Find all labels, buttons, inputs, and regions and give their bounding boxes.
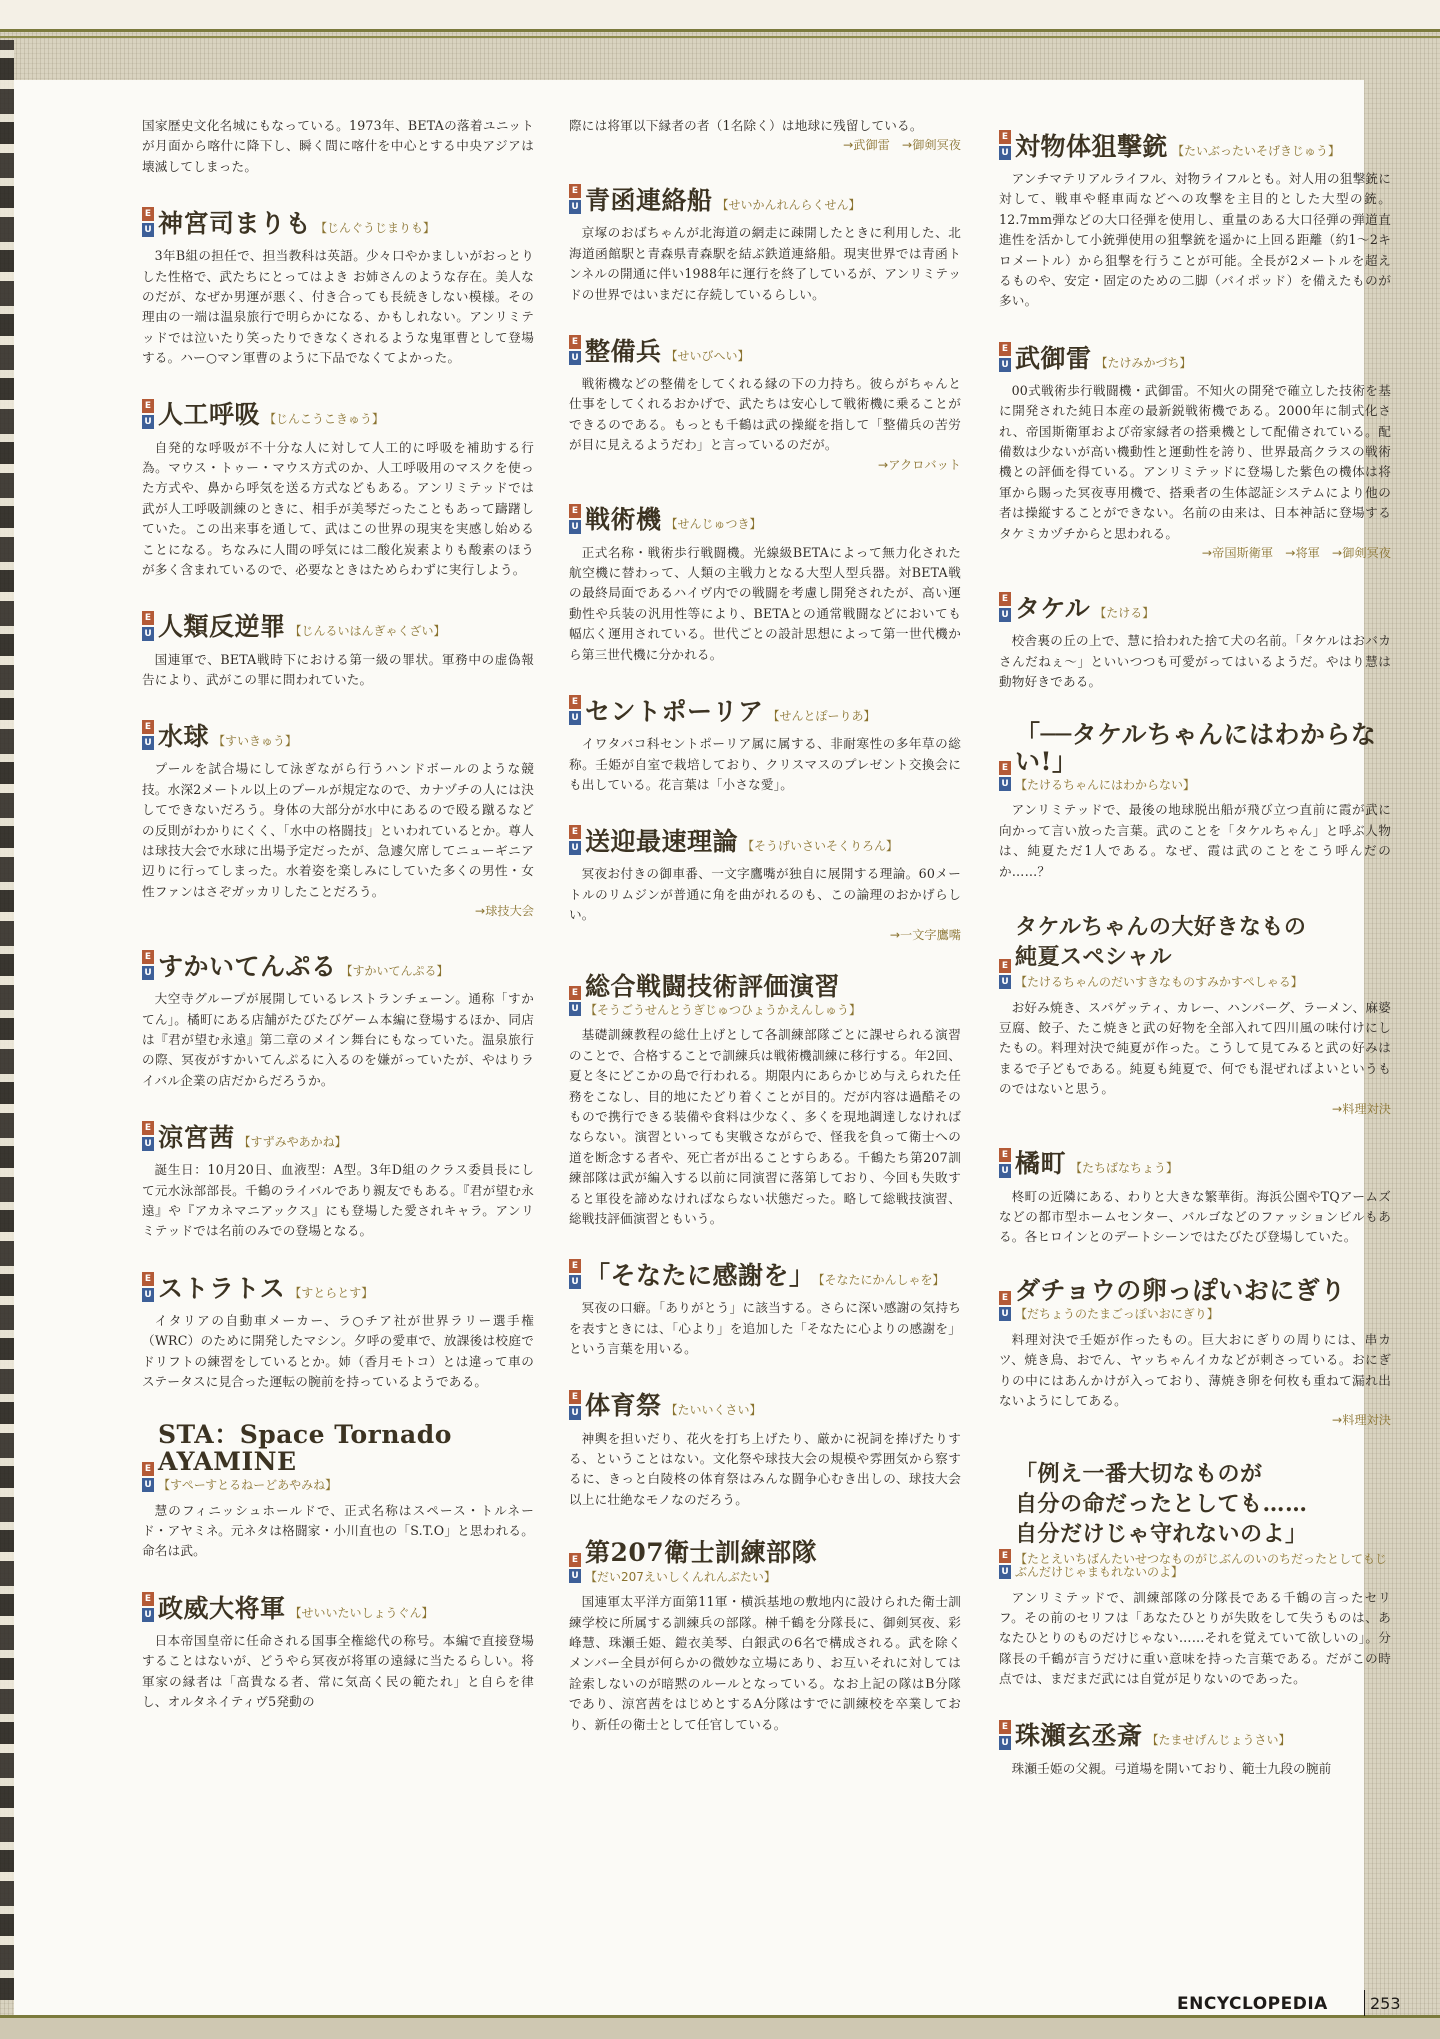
extra-marker-icon: E	[142, 611, 154, 625]
extra-marker-icon: E	[142, 720, 154, 734]
eu-marker-icon	[142, 1592, 154, 1622]
entry-reading: 【すいきゅう】	[213, 734, 298, 749]
entry-heading	[999, 1148, 1391, 1178]
encyclopedia-entry	[142, 1121, 534, 1242]
entry-reading: 【たちばなちょう】	[1070, 1161, 1179, 1176]
eu-marker-icon	[999, 130, 1011, 160]
entry-title: 水球	[158, 722, 210, 752]
entry-heading-text	[158, 724, 297, 750]
entry-heading-text	[585, 1263, 945, 1289]
entry-cross-reference: →武御雷 →御剣冥夜	[843, 138, 961, 153]
eu-marker-icon	[999, 1291, 1011, 1321]
entry-reading: 【すずみやあかね】	[238, 1134, 347, 1149]
entry-reading: 【せいいたいしょうぐん】	[289, 1605, 434, 1620]
entry-title: 整備兵	[585, 336, 662, 366]
entry-title: 神宮司まりも	[158, 208, 312, 238]
entry-cross-reference: →一文字鷹嘴	[889, 927, 961, 942]
entry-title: タケル	[1015, 593, 1091, 623]
extra-marker-icon: E	[569, 1259, 581, 1273]
entry-body: 誕生日：10月20日、血液型：A型。3年D組のクラス委員長にして元水泳部部長。千鶴のライバルであり親友でもある。『君が望む永遠』や『アカネマニアックス』にも登場した愛されキャラ。アンリミテッドでは名前のみでの登場となる。	[142, 1162, 534, 1239]
entry-title: 「そなたに感謝を」	[585, 1261, 815, 1291]
unlimited-marker-icon: U	[999, 1736, 1011, 1750]
encyclopedia-entry	[142, 399, 534, 581]
encyclopedia-entry	[999, 1720, 1391, 1779]
eu-marker-icon	[999, 1549, 1011, 1579]
entry-body: 正式名称・戦術歩行戦闘機。光線級BETAによって無力化された航空機に替わって、人類の主戦力となる大型人型兵器。対BETA戦の最終局面であるハイヴ内での戦闘を考慮し開発されたが、高い運動性や兵装の汎用性等により、BETAとの通常戦闘などにおいても幅広く運用されている。世代ごとの設計思想によって第一世代機から第三世代機に分かれる。	[569, 544, 961, 662]
entry-title: タケルちゃんの大好きなもの 純夏スペシャル	[1015, 914, 1307, 971]
entry-reading: 【せんじゅつき】	[665, 517, 762, 532]
entry-reading: 【せいびへい】	[665, 348, 750, 363]
entry-continuation	[569, 116, 961, 154]
entry-heading-text	[158, 1273, 374, 1303]
entry-title: 橘町	[1015, 1149, 1067, 1179]
entry-reading: 【すかいてんぷる】	[340, 963, 449, 978]
eu-marker-icon	[999, 342, 1011, 372]
unlimited-marker-icon: U	[999, 975, 1011, 989]
entry-heading	[142, 950, 534, 980]
entry-cross-reference: →帝国斯衛軍 →将軍 →御剣冥夜	[1201, 546, 1391, 561]
unlimited-marker-icon: U	[999, 1565, 1011, 1579]
unlimited-marker-icon: U	[999, 358, 1011, 372]
encyclopedia-entry	[999, 912, 1391, 1118]
encyclopedia-entry	[569, 825, 961, 943]
unlimited-marker-icon: U	[999, 777, 1011, 791]
entry-body: プールを試合場にして泳ぎながら行うハンドボールのような競技。水深2メートル以上のプールが規定なので、カナヅチの人には決してできないだろう。身体の大部分が水中にあるので殴る蹴るなどの反則がわかりにくく、「水中の格闘技」といわれているとか。尊人は球技大会で水球に出場予定だったが、急遽欠席してニューギニア辺りに行ってしまった。水着姿を楽しみにしていた多くの男性・女性ファンはさぞガッカリしたことだろう。	[142, 761, 534, 899]
footer-divider	[1364, 1990, 1365, 2016]
extra-marker-icon: E	[999, 130, 1011, 144]
encyclopedia-entry	[999, 1275, 1391, 1429]
entry-heading-text	[1015, 1151, 1178, 1177]
entry-reading: 【たけるちゃんにはわからない】	[1015, 777, 1196, 792]
entry-body: アンリミテッドで、訓練部隊の分隊長である千鶴の言ったセリフ。その前のセリフは「あなたひとりが失敗をして失うものは、あなたひとりのものだけじゃない……それを覚えていて欲しいの」。分隊長の千鶴が言うだけに重い意味を持った言葉である。だがこの時点では、まだまだ武には自覚が足りないのであった。	[999, 1589, 1391, 1687]
entry-heading	[142, 399, 534, 429]
entry-reading: 【せいかんれんらくせん】	[716, 198, 861, 213]
entry-title: すかいてんぷる	[158, 951, 337, 981]
unlimited-marker-icon: U	[569, 1275, 581, 1289]
entry-heading-text	[585, 1540, 817, 1583]
unlimited-marker-icon: U	[569, 1569, 581, 1583]
entry-title: 武御雷	[1015, 343, 1092, 373]
eu-marker-icon	[569, 184, 581, 214]
unlimited-marker-icon: U	[142, 1137, 154, 1151]
column-3	[999, 130, 1391, 1779]
entry-body: 大空寺グループが展開しているレストランチェーン。通称「すかてん」。橘町にある店舗がたびたびゲーム本編に登場するほか、同店は『君が望む永遠』第二章のメイン舞台にもなっていた。温泉旅行の際、冥夜がすかいてんぷるに入るのを嫌がっていたが、やはりライバル企業の店だからだろうか。	[142, 991, 534, 1088]
extra-marker-icon: E	[142, 1592, 154, 1606]
encyclopedia-entry	[142, 611, 534, 691]
extra-marker-icon: E	[569, 184, 581, 198]
entry-cross-reference: →料理対決	[1332, 1413, 1391, 1428]
entry-body: 00式戦術歩行戦闘機・武御雷。不知火の開発で確立した技術を基に開発された純日本産の最新鋭戦術機である。2000年に制式化され、帝国斯衛軍および帝家縁者の搭乗機として配備されている。配備数は少ないが高い機動性と運動性を誇り、世界最高クラスの戦術機との評価を得ている。アンリミテッドに登場した紫色の機体は将軍から賜った冥夜専用機で、搭乗者の生体認証システムにより他の者は操縦することができない。名前の由来は、日本神話に登場するタケミカヅチからと思われる。	[999, 382, 1391, 541]
encyclopedia-entry	[999, 1148, 1391, 1248]
entry-heading-text	[585, 507, 762, 533]
encyclopedia-entry	[142, 720, 534, 920]
unlimited-marker-icon: U	[999, 1164, 1011, 1178]
encyclopedia-entry	[999, 722, 1391, 882]
entry-heading-text	[1015, 593, 1155, 623]
entry-heading-text	[158, 1422, 534, 1491]
entry-title: STA：Space Tornado AYAMINE	[158, 1420, 452, 1476]
encyclopedia-entry	[999, 592, 1391, 692]
entry-heading	[999, 342, 1391, 372]
extra-marker-icon: E	[569, 986, 581, 1000]
extra-marker-icon: E	[569, 335, 581, 349]
extra-marker-icon: E	[999, 1720, 1011, 1734]
entry-heading	[142, 1422, 534, 1491]
unlimited-marker-icon: U	[999, 1307, 1011, 1321]
entry-heading	[142, 1121, 534, 1151]
entry-cross-reference: →料理対決	[1332, 1101, 1391, 1116]
eu-marker-icon	[999, 1148, 1011, 1178]
entry-heading-text	[1015, 131, 1341, 161]
eu-marker-icon	[999, 1720, 1011, 1750]
extra-marker-icon: E	[999, 342, 1011, 356]
entry-body: アンチマテリアルライフル、対物ライフルとも。対人用の狙撃銃に対して、戦車や軽車両などへの攻撃を主目的とした大型の銃。12.7mm弾などの大口径弾を使用し、重量のある大口径弾の弾道直進性を活かして小銃弾使用の狙撃銃を遥かに上回る距離（約1～2キロメートル）から狙撃を行うことが可能。全長が2メートルを超えるものや、安定・固定のための二脚（バイポッド）を備えたものが多い。	[999, 171, 1391, 309]
entry-heading	[999, 592, 1391, 622]
entry-body: 柊町の近隣にある、わりと大きな繁華街。海浜公園やTQアームズなどの都市型ホームセンター、バルゴなどのファッションビルもある。各ヒロインとのデートシーンではたびたび登場していた。	[999, 1188, 1391, 1245]
binding-spine	[0, 40, 14, 2000]
encyclopedia-entry	[142, 950, 534, 1091]
entry-body: お好み焼き、スパゲッティ、カレー、ハンバーグ、ラーメン、麻婆豆腐、餃子、たこ焼きと武の好物を全部入れて四川風の味付けにしたもの。料理対決で純夏が作った。こうして見てみると武の好みはまるで子どもである。純夏も純夏で、何でも混ぜればよいというものではないと思う。	[999, 999, 1391, 1097]
entry-body: 基礎訓練教程の総仕上げとして各訓練部隊ごとに課せられる演習のことで、合格することで訓練兵は戦術機訓練に移行する。年2回、夏と冬にどこかの島で行われる。期限内にあらかじめ与えられた任務をこなし、目的地にたどり着くことが目的。だが内容は過酷そのもので携行できる装備や食料は少なく、多くを現地調達しなければならない。演習といっても実戦さながらで、怪我を負って衛士への道を断念する者や、死亡者が出ることすらある。千鶴たち第207訓練部隊は武が編入する以前に同演習に落第しており、今回も失敗すると軍役を諦めなければならない状態だった。略して総戦技演習、総戦技評価演習ともいう。	[569, 1027, 961, 1227]
extra-marker-icon: E	[142, 950, 154, 964]
entry-title: セントポーリア	[585, 696, 764, 726]
eu-marker-icon	[142, 950, 154, 980]
entry-heading-text	[1015, 1723, 1291, 1749]
eu-marker-icon	[569, 335, 581, 365]
entry-title: 「──タケルちゃんにはわからない!」	[1015, 720, 1377, 776]
entry-heading-text	[585, 336, 750, 366]
unlimited-marker-icon: U	[569, 1406, 581, 1420]
entry-title: 総合戦闘技術評価演習	[585, 971, 841, 1001]
unlimited-marker-icon: U	[569, 711, 581, 725]
entry-title: 珠瀬玄丞斎	[1015, 1721, 1143, 1751]
encyclopedia-entry	[142, 207, 534, 368]
encyclopedia-entry	[142, 1422, 534, 1561]
entry-heading	[569, 1259, 961, 1289]
encyclopedia-entry	[999, 342, 1391, 562]
entry-heading-text	[158, 1593, 434, 1623]
eu-marker-icon	[999, 959, 1011, 989]
entry-heading	[569, 971, 961, 1017]
encyclopedia-entry	[142, 1272, 534, 1393]
unlimited-marker-icon: U	[142, 415, 154, 429]
entry-body: 際には将軍以下縁者の者（1名除く）は地球に残留している。	[569, 118, 923, 133]
unlimited-marker-icon: U	[569, 841, 581, 855]
column-2	[569, 116, 961, 1735]
entry-heading	[142, 1272, 534, 1302]
eu-marker-icon	[142, 720, 154, 750]
extra-marker-icon: E	[999, 959, 1011, 973]
unlimited-marker-icon: U	[999, 608, 1011, 622]
entry-cross-reference: →球技大会	[475, 904, 534, 919]
entry-heading	[142, 207, 534, 237]
extra-marker-icon: E	[569, 1390, 581, 1404]
entry-heading-text	[158, 614, 446, 640]
entry-heading-text	[158, 1122, 347, 1152]
entry-body: イタリアの自動車メーカー、ラ○チア社が世界ラリー選手権（WRC）のために開発したマシン。夕呼の愛車で、放課後は校庭でドリフトの練習をしているとか。姉（香月モトコ）とは違って車のステータスに見合った運転の腕前を持っているようである。	[142, 1312, 534, 1390]
entry-reading: 【そなたにかんしゃを】	[818, 1273, 945, 1288]
entry-cross-reference: →アクロバット	[878, 457, 961, 472]
encyclopedia-entry	[569, 1390, 961, 1511]
entry-heading	[142, 1592, 534, 1622]
entry-heading-text	[158, 402, 384, 428]
eu-marker-icon	[142, 1462, 154, 1492]
eu-marker-icon	[142, 1121, 154, 1151]
eu-marker-icon	[569, 986, 581, 1016]
entry-heading	[999, 912, 1391, 989]
unlimited-marker-icon: U	[569, 1002, 581, 1016]
extra-marker-icon: E	[142, 1462, 154, 1476]
eu-marker-icon	[999, 761, 1011, 791]
entry-continuation	[142, 116, 534, 177]
unlimited-marker-icon: U	[142, 1478, 154, 1492]
entry-reading: 【じんこうこきゅう】	[264, 412, 385, 427]
entry-heading	[569, 825, 961, 855]
entry-reading: 【だい207えいしくんれんぶたい】	[585, 1569, 776, 1584]
entry-title: 第207衛士訓練部隊	[585, 1538, 818, 1568]
entry-body: イワタバコ科セントポーリア属に属する、非耐寒性の多年草の総称。壬姫が自室で栽培しており、クリスマスのプレゼント交換会にも出している。花言葉は「小さな愛」。	[569, 736, 961, 792]
eu-marker-icon	[142, 399, 154, 429]
entry-heading-text	[585, 1393, 762, 1419]
entry-heading-text	[585, 971, 862, 1017]
entry-body: 3年B組の担任で、担当教科は英語。少々口やかましいがおっとりした性格で、武たちにとってはよき お姉さんのような存在。美人なのだが、なぜか男運が悪く、付き合っても長続きしない模様。その理由の一端は温泉旅行で明らかになる、かもしれない。アンリミテッドでは泣いたり笑ったりできなくされるような鬼軍曹として登場する。ハー○マン軍曹のように下品でなくてよかった。	[142, 248, 534, 366]
extra-marker-icon: E	[569, 504, 581, 518]
entry-heading	[569, 695, 961, 725]
entry-body: 慧のフィニッシュホールドで、正式名称はスペース・トルネード・アヤミネ。元ネタは格闘家・小川直也の「S.T.O」と思われる。命名は武。	[142, 1502, 534, 1559]
encyclopedia-entry	[569, 335, 961, 474]
entry-body: 珠瀬壬姫の父親。弓道場を開いており、範士九段の腕前	[1011, 1760, 1332, 1776]
unlimited-marker-icon: U	[999, 146, 1011, 160]
entry-title: 対物体狙撃銃	[1015, 131, 1169, 161]
unlimited-marker-icon: U	[142, 1608, 154, 1622]
entry-heading-text	[1015, 1459, 1391, 1578]
entry-body: 国家歴史文化名城にもなっている。1973年、BETAの落着ユニットが月面から喀什に降下し、瞬く間に喀什を中心とする中央アジアは壊滅してしまった。	[142, 118, 534, 174]
entry-reading: 【たけるちゃんのだいすきなものすみかすぺしゃる】	[1015, 975, 1303, 990]
entry-title: 青函連絡船	[585, 186, 713, 216]
top-border	[0, 0, 1440, 32]
entry-body: 戦術機などの整備をしてくれる縁の下の力持ち。彼らがちゃんと仕事をしてくれるおかげで、武たちは安心して戦術機に乗ることができるのである。もっとも千鶴は武の操縦を指して「整備兵の苦労が目に見えるようだわ」と言っているのだが。	[569, 376, 961, 453]
entry-reading: 【すぺーすとるねーどあやみね】	[158, 1477, 338, 1492]
entry-heading	[999, 722, 1391, 791]
eu-marker-icon	[142, 207, 154, 237]
entry-heading-text	[585, 188, 861, 214]
entry-body: 料理対決で壬姫が作ったもの。巨大おにぎりの周りには、串カツ、焼き鳥、おでん、ヤッちゃんイカなどが刺さっている。おにぎりの中にはあんかけが入っており、薄焼き卵を何枚も重ねて漏れ出ないようにしてある。	[999, 1331, 1391, 1408]
entry-reading: 【たけみかづち】	[1095, 355, 1192, 370]
eu-marker-icon	[569, 1259, 581, 1289]
entry-title: 戦術機	[585, 505, 662, 535]
entry-heading	[999, 1720, 1391, 1750]
eu-marker-icon	[569, 695, 581, 725]
entry-reading: 【たとえいちばんたいせつなものがじぶんのいのちだったとしてもじぶんだけじゃまもれないのよ】	[1015, 1552, 1388, 1579]
entry-heading-text	[158, 951, 449, 981]
unlimited-marker-icon: U	[142, 627, 154, 641]
entry-body: 校舎裏の丘の上で、慧に拾われた捨て犬の名前。「タケルはおバカさんだねぇ～」といいつつも可愛がってはいるようだ。やはり慧は動物好きである。	[999, 633, 1391, 689]
entry-reading: 【すとらとす】	[289, 1285, 374, 1300]
entry-title: 政威大将軍	[158, 1593, 286, 1623]
entry-heading	[569, 504, 961, 534]
entry-title: 送迎最速理論	[585, 827, 739, 857]
extra-marker-icon: E	[142, 399, 154, 413]
entry-reading: 【たいぶったいそげきじゅう】	[1172, 143, 1341, 158]
entry-body: 国連軍で、BETA戦時下における第一級の罪状。軍務中の虚偽報告により、武がこの罪に問われていた。	[142, 651, 534, 687]
entry-title: 体育祭	[585, 1391, 662, 1421]
extra-marker-icon: E	[569, 695, 581, 709]
unlimited-marker-icon: U	[142, 223, 154, 237]
entry-body: 神輿を担いだり、花火を打ち上げたり、厳かに祝詞を捧げたりする、ということはない。文化祭や球技大会の規模や雰囲気から察するに、きっと白陵柊の体育祭はみんな闘争心むき出しの、球技大会以上に壮絶なモノなのだろう。	[569, 1430, 961, 1507]
entry-title: 涼宮茜	[158, 1122, 235, 1152]
entry-body: 日本帝国皇帝に任命される国事全権総代の称号。本編で直接登場することはないが、どうやら冥夜が将軍の遠縁に当たるらしい。将軍家の縁者は「高貴なる者、常に気高く民の範たれ」と自らを律し、オルタネイティヴ5発動の	[142, 1632, 534, 1709]
entry-heading-text	[1015, 343, 1192, 373]
entry-heading-text	[1015, 722, 1391, 791]
entry-heading-text	[1015, 1275, 1346, 1322]
entry-heading	[999, 1275, 1391, 1322]
page-number: 253	[1370, 1994, 1401, 2013]
encyclopedia-entry	[569, 1259, 961, 1359]
entry-heading-text	[585, 829, 898, 855]
column-1	[142, 116, 534, 1712]
entry-heading-text	[585, 696, 876, 726]
unlimited-marker-icon: U	[142, 1288, 154, 1302]
unlimited-marker-icon: U	[142, 966, 154, 980]
entry-body: 京塚のおばちゃんが北海道の網走に疎開したときに利用した、北海道函館駅と青森県青森駅を結ぶ鉄道連絡船。現実世界では青函トンネルの開通に伴い1988年に運行を終了しているが、アンリミテッドの世界ではいまだに存続しているらしい。	[569, 225, 961, 302]
extra-marker-icon: E	[142, 1121, 154, 1135]
entry-heading	[999, 130, 1391, 160]
encyclopedia-entry	[569, 1540, 961, 1735]
entry-reading: 【じんるいはんぎゃくざい】	[289, 624, 446, 639]
extra-marker-icon: E	[999, 592, 1011, 606]
entry-title: 人工呼吸	[158, 400, 261, 430]
entry-title: 人類反逆罪	[158, 612, 286, 642]
entry-heading	[569, 1540, 961, 1583]
encyclopedia-entry	[999, 1459, 1391, 1689]
entry-body: 冥夜お付きの御車番、一文字鷹嘴が独自に展開する理論。60メートルのリムジンが普通に角を曲がれるのも、この論理のおかげらしい。	[569, 866, 961, 923]
extra-marker-icon: E	[142, 1272, 154, 1286]
entry-body: 自発的な呼吸が不十分な人に対して人工的に呼吸を補助する行為。マウス・トゥー・マウス方式のか、人工呼吸用のマスクを使った方式や、鼻から呼気を送る方式などもある。アンリミテッドでは武が人工呼吸訓練のときに、相手が美琴だったこともあって躊躇していた。この出来事を通して、武はこの世界の現実を実感し始めることになる。ちなみに人間の呼気には二酸化炭素よりも酸素のほうが多く含まれているので、必要なときはためらわずに実行しよう。	[142, 439, 534, 578]
entry-reading: 【たける】	[1094, 605, 1155, 620]
entry-heading	[142, 611, 534, 641]
bottom-border	[0, 2015, 1440, 2039]
eu-marker-icon	[999, 592, 1011, 622]
extra-marker-icon: E	[569, 825, 581, 839]
extra-marker-icon: E	[999, 1291, 1011, 1305]
entry-heading	[999, 1459, 1391, 1578]
encyclopedia-entry	[142, 1592, 534, 1713]
entry-title: ストラトス	[158, 1273, 286, 1303]
entry-heading	[569, 1390, 961, 1420]
entry-heading-text	[1015, 912, 1306, 989]
entry-heading	[569, 335, 961, 365]
entry-body: 国連軍太平洋方面第11軍・横浜基地の敷地内に設けられた衛士訓練学校に所属する訓練兵の部隊。榊千鶴を分隊長に、御剣冥夜、彩峰慧、珠瀬壬姫、鎧衣美琴、白銀武の6名で構成される。武を除くメンバー全員が何らかの微妙な立場にあり、お互いそれに対しては詮索しないのが暗黙のルールとなっている。なお上記の隊はB分隊であり、涼宮茜をはじめとするA分隊はすでに訓練校を卒業しており、新任の衛士として任官している。	[569, 1594, 961, 1732]
unlimited-marker-icon: U	[569, 351, 581, 365]
eu-marker-icon	[569, 825, 581, 855]
entry-heading	[142, 720, 534, 750]
eu-marker-icon	[142, 1272, 154, 1302]
eu-marker-icon	[569, 1390, 581, 1420]
entry-body: アンリミテッドで、最後の地球脱出船が飛び立つ直前に霞が武に向かって言い放った言葉。武のことを「タケルちゃん」と呼ぶ人物は、純夏ただ1人である。なぜ、霞は武のことをこう呼んだのか……？	[999, 802, 1391, 879]
entry-reading: 【じんぐうじまりも】	[315, 220, 436, 235]
extra-marker-icon: E	[999, 1148, 1011, 1162]
encyclopedia-entry	[569, 971, 961, 1230]
unlimited-marker-icon: U	[569, 520, 581, 534]
encyclopedia-entry	[999, 130, 1391, 312]
extra-marker-icon: E	[999, 761, 1011, 775]
entry-reading: 【たませげんじょうさい】	[1146, 1733, 1291, 1748]
footer-label: ENCYCLOPEDIA	[1177, 1994, 1328, 2014]
entry-body: 冥夜の口癖。「ありがとう」に該当する。さらに深い感謝の気持ちを表すときには、「心より」を追加した「そなたに心よりの感謝を」という言葉を用いる。	[569, 1300, 961, 1357]
entry-reading: 【そうごうせんとうぎじゅつひょうかえんしゅう】	[585, 1002, 862, 1017]
eu-marker-icon	[569, 504, 581, 534]
eu-marker-icon	[569, 1553, 581, 1583]
entry-title: ダチョウの卵っぽいおにぎり	[1015, 1275, 1346, 1305]
entry-reading: 【たいいくさい】	[665, 1403, 762, 1418]
entry-title: 「例え一番大切なものが 自分の命だったとしても…… 自分だけじゃ守れないのよ」	[1015, 1461, 1308, 1548]
entry-reading: 【せんとぽーりあ】	[767, 708, 876, 723]
encyclopedia-entry	[569, 504, 961, 665]
entry-heading	[569, 184, 961, 214]
encyclopedia-entry	[569, 695, 961, 795]
entry-reading: 【そうげいさいそくりろん】	[742, 839, 899, 854]
extra-marker-icon: E	[569, 1553, 581, 1567]
eu-marker-icon	[142, 611, 154, 641]
unlimited-marker-icon: U	[142, 736, 154, 750]
unlimited-marker-icon: U	[569, 200, 581, 214]
entry-reading: 【だちょうのたまごっぽいおにぎり】	[1015, 1307, 1219, 1322]
extra-marker-icon: E	[142, 207, 154, 221]
entry-heading-text	[158, 208, 436, 238]
extra-marker-icon: E	[999, 1549, 1011, 1563]
encyclopedia-entry	[569, 184, 961, 305]
